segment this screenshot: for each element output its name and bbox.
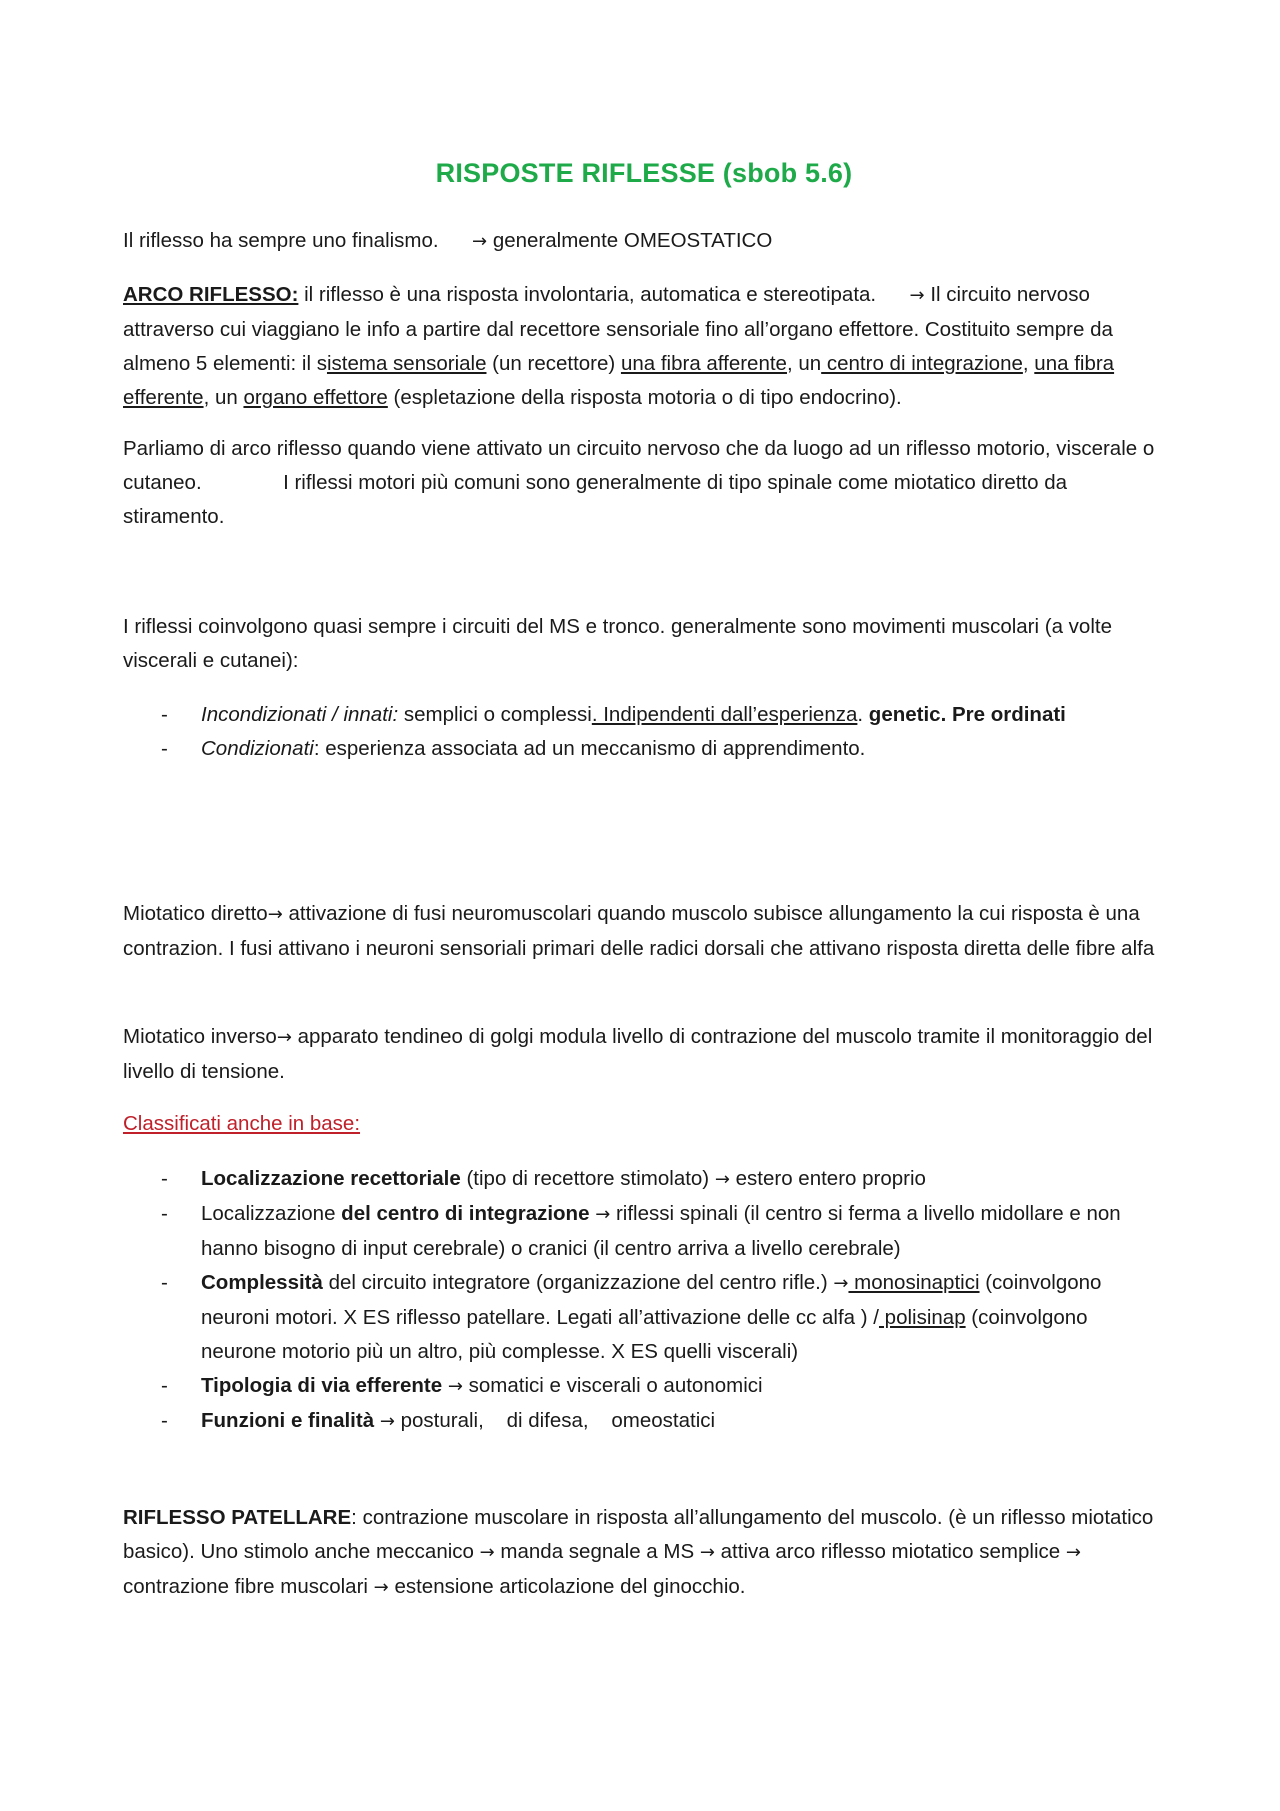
arco-text-2: Il circuito nervoso attraverso cui viaggiano le info a partire dal recettore sensoriale fino all’organo effettore. Costituito sempre da almeno 5 elementi: il s — [123, 283, 1113, 375]
arrow-icon: → — [595, 1204, 611, 1225]
type-text: semplici o complessi — [398, 703, 592, 726]
criterion-text: (coinvolgono neuroni motori. X ES riflesso patellare. Legati all’attivazione delle cc alfa ) / — [201, 1271, 1102, 1329]
arco-underline-centro: centro di integrazione — [821, 352, 1023, 375]
arrow-icon: → — [276, 1027, 292, 1048]
arco-text-3: (un recettore) — [486, 352, 621, 375]
criterion-bold: del centro di integrazione — [341, 1202, 590, 1225]
arco-label: ARCO RIFLESSO: — [123, 283, 299, 306]
criterion-bold: Localizzazione recettoriale — [201, 1167, 461, 1190]
parliamo-paragraph — [123, 432, 1165, 534]
criterion-underline: polisinap — [878, 1306, 966, 1329]
type-underline: . Indipendenti dall’esperienza — [591, 703, 858, 726]
reflex-types-list — [123, 698, 1165, 766]
arrow-icon: → — [909, 285, 925, 306]
list-item — [123, 732, 1165, 766]
list-item — [123, 1197, 1165, 1266]
arco-riflesso-paragraph — [123, 278, 1165, 415]
classificati-text: Classificati anche in base: — [123, 1112, 361, 1135]
list-item — [123, 698, 1165, 732]
arco-underline-effettore: organo effettore — [243, 386, 388, 409]
type-text: . — [857, 703, 869, 726]
arrow-icon: → — [447, 1376, 463, 1397]
intro-paragraph — [123, 224, 1165, 259]
miotatico-diretto-text: attivazione di fusi neuromuscolari quando muscolo subisce allungamento la cui risposta è una contrazion. I fusi attivano i neuroni sensoriali primari delle radici dorsali che attivano risposta diretta delle fibre alfa — [123, 902, 1155, 960]
arco-underline-efferente: una fibra efferente — [123, 352, 1115, 409]
arco-text-1: il riflesso è una risposta involontaria, automatica e stereotipata. — [298, 283, 877, 306]
arco-text-7: (espletazione della risposta motoria o di tipo endocrino). — [387, 386, 902, 409]
arrow-icon: → — [479, 1542, 495, 1563]
type-text: : esperienza associata ad un meccanismo di apprendimento. — [313, 737, 866, 760]
arco-text-6: , un — [203, 386, 244, 409]
patellare-text: contrazione fibre muscolari — [123, 1575, 374, 1598]
patellare-text: estensione articolazione del ginocchio. — [388, 1575, 746, 1598]
arrow-icon: → — [373, 1577, 389, 1598]
list-item — [123, 1266, 1165, 1369]
list-item — [123, 1162, 1165, 1197]
patellare-text: : contrazione muscolare in risposta all’allungamento del muscolo. (è un riflesso miotatico basico). Uno stimolo anche meccanico — [123, 1506, 1154, 1563]
criterion-bold: Complessità — [201, 1271, 323, 1294]
criterion-text: riflessi spinali (il centro si ferma a livello midollare e non hanno bisogno di input cerebrale) o cranici (il centro arriva a livello cerebrale) — [201, 1202, 1121, 1260]
type-label: Incondizionati / innati: — [201, 703, 399, 726]
criterion-text: (tipo di recettore stimolato) — [460, 1167, 715, 1190]
criterion-text: somatici e viscerali o autonomici — [462, 1374, 763, 1397]
criterion-bold: Funzioni e finalità — [201, 1409, 375, 1432]
list-item — [123, 1404, 1165, 1439]
parliamo-text-2: I riflessi motori più comuni sono generalmente di tipo spinale come miotatico diretto da stiramento. — [123, 471, 1068, 528]
criterion-bold: Tipologia di via efferente — [201, 1374, 443, 1397]
miotatico-diretto-label: Miotatico diretto — [123, 902, 268, 925]
miotatico-inverso-paragraph — [123, 1020, 1165, 1089]
arrow-icon: → — [699, 1542, 715, 1563]
arrow-icon: → — [833, 1273, 849, 1294]
coinvolgono-paragraph — [123, 610, 1165, 678]
classificati-heading — [123, 1107, 1165, 1141]
parliamo-text-1: Parliamo di arco riflesso quando viene attivato un circuito nervoso che da luogo ad un riflesso motorio, viscerale o cutaneo. — [123, 437, 1155, 494]
type-label: Condizionati — [201, 737, 314, 760]
criterion-text: (coinvolgono neurone motorio più un altro, più complesse. X ES quelli viscerali) — [201, 1306, 1088, 1363]
arrow-icon: → — [714, 1169, 730, 1190]
list-item — [123, 1369, 1165, 1404]
miotatico-inverso-label: Miotatico inverso — [123, 1025, 277, 1048]
arrow-icon: → — [472, 231, 488, 252]
patellare-text: manda segnale a MS — [494, 1540, 700, 1563]
patellare-text: attiva arco riflesso miotatico semplice — [714, 1540, 1066, 1563]
arco-text-4: , un — [786, 352, 822, 375]
intro-tail: generalmente OMEOSTATICO — [492, 229, 773, 252]
arrow-icon: → — [267, 904, 283, 925]
arrow-icon: → — [379, 1411, 395, 1432]
criterion-text: posturali, di difesa, omeostatici — [394, 1409, 716, 1432]
miotatico-inverso-text: apparato tendineo di golgi modula livello di contrazione del muscolo tramite il monitoraggio del livello di tensione. — [123, 1025, 1153, 1083]
arco-underline-sistema: istema sensoriale — [326, 352, 487, 375]
page-title: RISPOSTE RIFLESSE (sbob 5.6) — [435, 158, 853, 188]
riflesso-patellare-paragraph — [123, 1501, 1165, 1605]
coinvolgono-text: I riflessi coinvolgono quasi sempre i circuiti del MS e tronco. generalmente sono movimenti muscolari (a volte viscerali e cutanei): — [123, 615, 1112, 672]
criterion-text: estero entero proprio — [729, 1167, 926, 1190]
patellare-label: RIFLESSO PATELLARE — [123, 1506, 352, 1529]
criterion-underline: monosinaptici — [848, 1271, 980, 1294]
type-bold: genetic. Pre ordinati — [868, 703, 1066, 726]
criterion-text: Localizzazione — [201, 1202, 342, 1225]
intro-text: Il riflesso ha sempre uno finalismo. — [123, 229, 439, 252]
arrow-icon: → — [1065, 1542, 1081, 1563]
miotatico-diretto-paragraph — [123, 897, 1165, 966]
arco-text-5: , — [1022, 352, 1035, 375]
criterion-text: del circuito integratore (organizzazione del centro rifle.) — [322, 1271, 834, 1294]
criteria-list — [123, 1162, 1165, 1439]
arco-underline-afferente: una fibra afferente — [620, 352, 787, 375]
